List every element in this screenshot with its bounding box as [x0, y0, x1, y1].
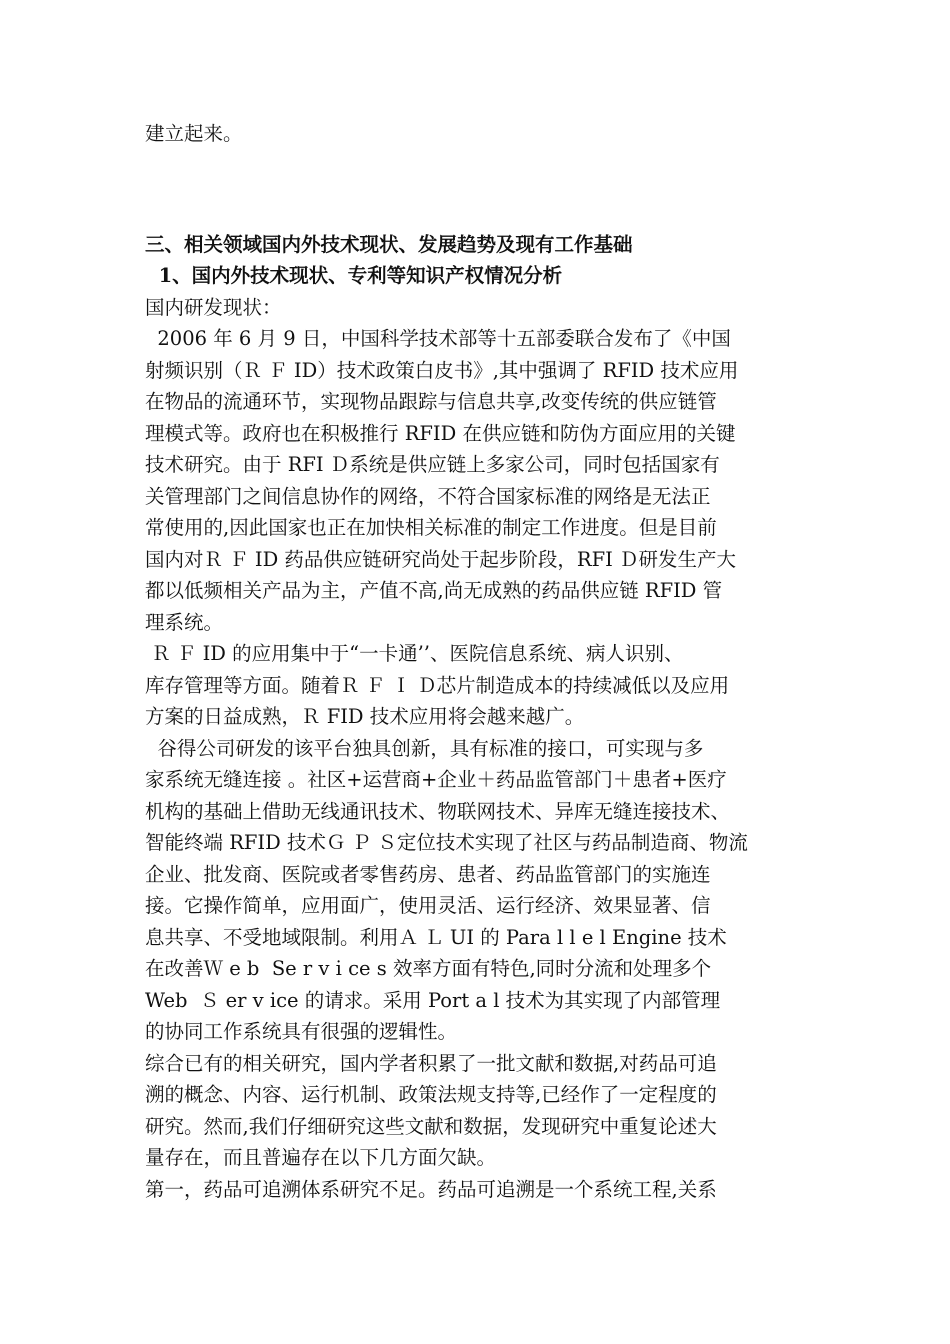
paragraph-line: Web Ｓ er v ice 的请求。采用 Port a l 技术为其实现了内部管理 [145, 988, 721, 1012]
paragraph-line: 家系统无缝连接 。社区+运营商+企业＋药品监管部门＋患者+医疗 [145, 768, 727, 791]
paragraph-line: 库存管理等方面。随着Ｒ Ｆ Ｉ Ｄ芯片制造成本的持续减低以及应用 [145, 673, 730, 697]
paragraph-line: 综合已有的相关研究，国内学者积累了一批文献和数据,对药品可追 [145, 1051, 717, 1075]
section-heading: 三、相关领域国内外技术现状、发展趋势及现有工作基础 [145, 232, 633, 256]
paragraph-line: 理系统。 [145, 610, 224, 634]
domestic-label: 国内研发现状： [145, 295, 282, 319]
paragraph-line: 2006 年 6 月 9 日，中国科学技术部等十五部委联合发布了《中国 [145, 327, 731, 350]
paragraph-line: 第一，药品可追溯体系研究不足。药品可追溯是一个系统工程,关系 [145, 1177, 717, 1201]
paragraph-line: 技术研究。由于 RFI Ｄ系统是供应链上多家公司，同时包括国家有 [145, 453, 720, 476]
paragraph-platform [145, 733, 815, 1048]
paragraph-line: 企业、批发商、医院或者零售药房、患者、药品监管部门的实施连 [145, 862, 711, 886]
paragraph-line: 理模式等。政府也在积极推行 RFID 在供应链和防伪方面应用的关键 [145, 421, 736, 445]
paragraph-line: 的协同工作系统具有很强的逻辑性。 [145, 1020, 458, 1043]
paragraph-policy [145, 323, 815, 638]
paragraph-line: 谷得公司研发的该平台独具创新，具有标准的接口，可实现与多 [145, 736, 704, 760]
paragraph-line: 研究。然而,我们仔细研究这些文献和数据，发现研究中重复论述大 [145, 1114, 717, 1138]
subsection-heading: 1、国内外技术现状、专利等知识产权情况分析 [145, 264, 563, 287]
paragraph-line: 智能终端 RFID 技术Ｇ Ｐ Ｓ定位技术实现了社区与药品制造商、物流 [145, 831, 748, 854]
paragraph-line: 都以低频相关产品为主，产值不高,尚无成熟的药品供应链 RFID 管 [145, 579, 723, 602]
paragraph-summary [145, 1048, 815, 1174]
paragraph-line: 量存在，而且普遍存在以下几方面欠缺。 [145, 1146, 497, 1169]
paragraph-first-point [145, 1174, 815, 1206]
paragraph-line: 息共享、不受地域限制。利用Ａ Ｌ UI 的 Para l l e l Engine 技术 [145, 925, 727, 949]
paragraph-line: 关管理部门之间信息协作的网络，不符合国家标准的网络是无法正 [145, 484, 711, 508]
paragraph-line: 溯的概念、内容、运行机制、政策法规支持等,已经作了一定程度的 [145, 1083, 717, 1106]
paragraph-line: 方案的日益成熟，Ｒ FID 技术应用将会越来越广。 [145, 705, 585, 728]
paragraph-line: Ｒ Ｆ ID 的应用集中于“一卡通’’、医院信息系统、病人识别、 [145, 642, 684, 665]
paragraph-line: 国内对Ｒ Ｆ ID 药品供应链研究尚处于起步阶段，RFI Ｄ研发生产大 [145, 547, 737, 571]
paragraph-line: 在物品的流通环节，实现物品跟踪与信息共享,改变传统的供应链管 [145, 390, 717, 413]
paragraph-line: 机构的基础上借助无线通讯技术、物联网技术、异库无缝连接技术、 [145, 799, 731, 823]
document-body [145, 118, 815, 1205]
section-gap [145, 150, 815, 229]
paragraph-line: 在改善Ｗ e b Se r v i ce s 效率方面有特色,同时分流和处理多个 [145, 957, 712, 980]
paragraph-line: 射频识别（Ｒ Ｆ ID）技术政策白皮书》,其中强调了 RFID 技术应用 [145, 358, 739, 382]
paragraph-line: 接。它操作简单，应用面广，使用灵活、运行经济、效果显著、信 [145, 894, 711, 917]
top-fragment: 建立起来。 [145, 122, 243, 145]
paragraph-line: 常使用的,因此国家也正在加快相关标准的制定工作进度。但是目前 [145, 516, 717, 539]
paragraph-rfid-applications [145, 638, 815, 733]
